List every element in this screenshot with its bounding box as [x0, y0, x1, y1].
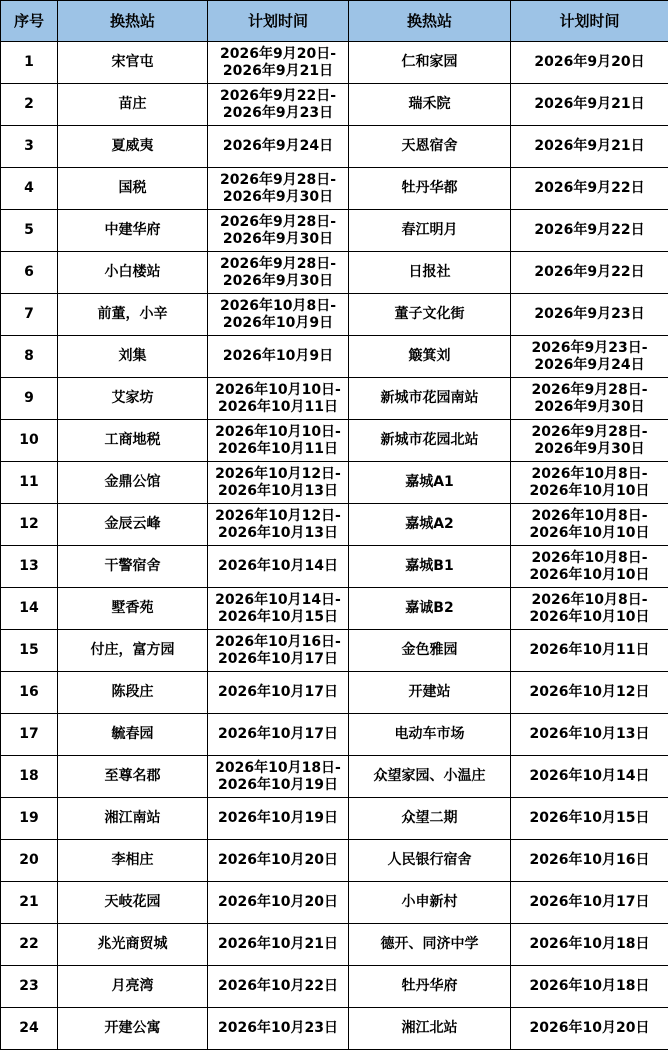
station-name-b: 嘉城B1	[349, 546, 511, 588]
date-line: 2026年9月28日-	[531, 423, 648, 440]
date-line: 2026年10月13日	[218, 524, 338, 541]
plan-time-a	[208, 882, 349, 924]
row-index: 7	[1, 294, 58, 336]
plan-time-b	[511, 714, 668, 756]
date-line: 2026年10月12日-	[215, 465, 341, 482]
date-line: 2026年9月21日	[222, 62, 334, 79]
date-line: 2026年10月13日	[529, 726, 650, 742]
row-index: 22	[1, 924, 58, 966]
plan-time-a	[208, 672, 349, 714]
row-index: 17	[1, 714, 58, 756]
station-name-b: 电动车市场	[349, 714, 511, 756]
station-name-a: 苗庄	[58, 84, 208, 126]
station-name-a: 中建华府	[58, 210, 208, 252]
station-name-b: 嘉城A2	[349, 504, 511, 546]
date-line: 2026年10月18日	[529, 978, 650, 994]
station-name-a: 金辰云峰	[58, 504, 208, 546]
plan-time-b	[511, 252, 668, 294]
station-name-a: 开建公寓	[58, 1008, 208, 1050]
header-index: 序号	[1, 1, 58, 42]
plan-time-b	[511, 42, 668, 84]
station-name-b: 董子文化街	[349, 294, 511, 336]
station-name-b: 众望二期	[349, 798, 511, 840]
station-name-a: 干警宿舍	[58, 546, 208, 588]
plan-time-b	[511, 672, 668, 714]
plan-time-b	[511, 168, 668, 210]
plan-time-b	[511, 84, 668, 126]
date-line: 2026年9月20日	[534, 54, 645, 70]
date-line: 2026年10月10日	[529, 524, 650, 541]
table-body	[1, 42, 668, 1050]
date-line: 2026年10月14日-	[215, 591, 341, 608]
date-line: 2026年9月22日	[534, 222, 645, 238]
date-line: 2026年10月13日	[218, 482, 338, 499]
header-time-2: 计划时间	[511, 1, 668, 42]
plan-time-a	[208, 714, 349, 756]
station-name-a: 付庄，富方园	[58, 630, 208, 672]
row-index: 11	[1, 462, 58, 504]
date-line: 2026年10月9日	[222, 314, 334, 331]
table-row	[1, 126, 668, 168]
row-index: 24	[1, 1008, 58, 1050]
row-index: 1	[1, 42, 58, 84]
table-row	[1, 714, 668, 756]
header-station-2: 换热站	[349, 1, 511, 42]
date-line: 2026年9月30日	[534, 398, 645, 415]
plan-time-b	[511, 882, 668, 924]
table-row	[1, 462, 668, 504]
station-name-a: 兆光商贸城	[58, 924, 208, 966]
date-line: 2026年10月14日	[529, 768, 650, 784]
date-line: 2026年9月28日-	[531, 381, 648, 398]
table-row	[1, 672, 668, 714]
plan-time-a	[208, 252, 349, 294]
plan-time-b	[511, 378, 668, 420]
plan-time-b	[511, 798, 668, 840]
date-line: 2026年10月16日	[529, 852, 650, 868]
row-index: 2	[1, 84, 58, 126]
plan-time-a	[208, 504, 349, 546]
table-row	[1, 798, 668, 840]
date-line: 2026年9月22日-	[220, 87, 336, 104]
station-name-b: 嘉诚B2	[349, 588, 511, 630]
table-row	[1, 84, 668, 126]
row-index: 15	[1, 630, 58, 672]
date-line: 2026年10月8日-	[531, 465, 648, 482]
date-line: 2026年10月11日	[218, 440, 338, 457]
table-row	[1, 588, 668, 630]
date-line: 2026年10月8日-	[220, 297, 336, 314]
plan-time-b	[511, 1008, 668, 1050]
date-line: 2026年9月28日-	[220, 255, 336, 272]
table-row	[1, 840, 668, 882]
station-name-b: 牡丹华都	[349, 168, 511, 210]
date-line: 2026年9月30日	[222, 188, 334, 205]
station-name-a: 毓春园	[58, 714, 208, 756]
plan-time-a	[208, 756, 349, 798]
row-index: 12	[1, 504, 58, 546]
plan-time-a	[208, 840, 349, 882]
date-line: 2026年10月17日	[218, 726, 338, 742]
station-name-a: 墅香苑	[58, 588, 208, 630]
station-name-b: 湘江北站	[349, 1008, 511, 1050]
date-line: 2026年10月17日	[529, 894, 650, 910]
date-line: 2026年9月30日	[222, 230, 334, 247]
plan-time-a	[208, 42, 349, 84]
plan-time-b	[511, 588, 668, 630]
station-name-a: 陈段庄	[58, 672, 208, 714]
row-index: 20	[1, 840, 58, 882]
row-index: 6	[1, 252, 58, 294]
table-row	[1, 882, 668, 924]
row-index: 9	[1, 378, 58, 420]
date-line: 2026年10月11日	[529, 642, 650, 658]
plan-time-a	[208, 210, 349, 252]
plan-time-b	[511, 756, 668, 798]
date-line: 2026年9月23日	[222, 104, 334, 121]
station-name-b: 牡丹华府	[349, 966, 511, 1008]
station-name-a: 月亮湾	[58, 966, 208, 1008]
date-line: 2026年10月20日	[529, 1020, 650, 1036]
station-name-b: 小申新村	[349, 882, 511, 924]
date-line: 2026年9月24日	[534, 356, 645, 373]
table-row	[1, 756, 668, 798]
table-row	[1, 378, 668, 420]
row-index: 3	[1, 126, 58, 168]
station-name-b: 天恩宿舍	[349, 126, 511, 168]
row-index: 13	[1, 546, 58, 588]
date-line: 2026年10月15日	[529, 810, 650, 826]
station-name-a: 前董，小辛	[58, 294, 208, 336]
plan-time-a	[208, 546, 349, 588]
station-name-a: 金鼎公馆	[58, 462, 208, 504]
date-line: 2026年9月28日-	[220, 171, 336, 188]
table-row	[1, 336, 668, 378]
row-index: 23	[1, 966, 58, 1008]
date-line: 2026年10月10日-	[215, 423, 341, 440]
station-name-b: 簸箕刘	[349, 336, 511, 378]
station-name-b: 金色雅园	[349, 630, 511, 672]
row-index: 5	[1, 210, 58, 252]
table-row	[1, 504, 668, 546]
date-line: 2026年10月11日	[218, 398, 338, 415]
date-line: 2026年10月12日-	[215, 507, 341, 524]
plan-time-a	[208, 924, 349, 966]
date-line: 2026年10月17日	[218, 684, 338, 700]
plan-time-b	[511, 924, 668, 966]
station-name-a: 湘江南站	[58, 798, 208, 840]
plan-time-b	[511, 966, 668, 1008]
station-name-a: 夏威夷	[58, 126, 208, 168]
header-row	[1, 1, 668, 42]
station-name-a: 工商地税	[58, 420, 208, 462]
row-index: 8	[1, 336, 58, 378]
row-index: 10	[1, 420, 58, 462]
plan-time-a	[208, 378, 349, 420]
plan-time-b	[511, 126, 668, 168]
plan-time-a	[208, 588, 349, 630]
date-line: 2026年9月24日	[222, 138, 334, 154]
date-line: 2026年10月22日	[218, 978, 338, 994]
date-line: 2026年9月30日	[534, 440, 645, 457]
date-line: 2026年10月10日	[529, 482, 650, 499]
date-line: 2026年10月18日-	[215, 759, 341, 776]
table-row	[1, 1008, 668, 1050]
station-name-a: 小白楼站	[58, 252, 208, 294]
station-name-a: 至尊名郡	[58, 756, 208, 798]
date-line: 2026年10月10日	[529, 608, 650, 625]
plan-time-b	[511, 840, 668, 882]
station-name-b: 日报社	[349, 252, 511, 294]
date-line: 2026年9月23日	[534, 306, 645, 322]
date-line: 2026年10月8日-	[531, 507, 648, 524]
date-line: 2026年10月14日	[218, 558, 338, 574]
header-time-1: 计划时间	[208, 1, 349, 42]
plan-time-a	[208, 294, 349, 336]
station-name-b: 仁和家园	[349, 42, 511, 84]
date-line: 2026年10月23日	[218, 1020, 338, 1036]
plan-time-b	[511, 504, 668, 546]
row-index: 19	[1, 798, 58, 840]
row-index: 21	[1, 882, 58, 924]
table-row	[1, 42, 668, 84]
date-line: 2026年10月19日	[218, 810, 338, 826]
station-name-b: 众望家园、小温庄	[349, 756, 511, 798]
station-name-a: 艾家坊	[58, 378, 208, 420]
date-line: 2026年10月10日-	[215, 381, 341, 398]
plan-time-a	[208, 126, 349, 168]
station-name-a: 刘集	[58, 336, 208, 378]
date-line: 2026年10月19日	[218, 776, 338, 793]
date-line: 2026年10月15日	[218, 608, 338, 625]
plan-time-b	[511, 546, 668, 588]
table-row	[1, 966, 668, 1008]
date-line: 2026年10月16日-	[215, 633, 341, 650]
date-line: 2026年9月22日	[534, 180, 645, 196]
date-line: 2026年10月17日	[218, 650, 338, 667]
plan-time-b	[511, 420, 668, 462]
station-name-b: 人民银行宿舍	[349, 840, 511, 882]
date-line: 2026年9月20日-	[220, 45, 336, 62]
date-line: 2026年10月21日	[218, 936, 338, 952]
table-row	[1, 630, 668, 672]
plan-time-a	[208, 420, 349, 462]
date-line: 2026年10月18日	[529, 936, 650, 952]
plan-time-a	[208, 1008, 349, 1050]
table-row	[1, 252, 668, 294]
plan-time-b	[511, 630, 668, 672]
station-name-a: 国税	[58, 168, 208, 210]
date-line: 2026年9月28日-	[220, 213, 336, 230]
date-line: 2026年9月22日	[534, 264, 645, 280]
row-index: 14	[1, 588, 58, 630]
plan-time-a	[208, 84, 349, 126]
plan-time-b	[511, 462, 668, 504]
row-index: 4	[1, 168, 58, 210]
table-row	[1, 210, 668, 252]
date-line: 2026年10月12日	[529, 684, 650, 700]
date-line: 2026年10月20日	[218, 894, 338, 910]
station-name-b: 开建站	[349, 672, 511, 714]
row-index: 18	[1, 756, 58, 798]
station-name-b: 德开、同济中学	[349, 924, 511, 966]
plan-time-a	[208, 798, 349, 840]
plan-time-a	[208, 336, 349, 378]
station-name-b: 春江明月	[349, 210, 511, 252]
date-line: 2026年9月30日	[222, 272, 334, 289]
plan-time-a	[208, 168, 349, 210]
date-line: 2026年10月9日	[222, 348, 334, 364]
date-line: 2026年10月8日-	[531, 549, 648, 566]
date-line: 2026年10月8日-	[531, 591, 648, 608]
row-index: 16	[1, 672, 58, 714]
header-station-1: 换热站	[58, 1, 208, 42]
station-name-a: 李相庄	[58, 840, 208, 882]
plan-time-b	[511, 210, 668, 252]
date-line: 2026年9月21日	[534, 138, 645, 154]
station-name-a: 宋官屯	[58, 42, 208, 84]
plan-time-b	[511, 336, 668, 378]
station-name-b: 瑞禾院	[349, 84, 511, 126]
plan-time-a	[208, 630, 349, 672]
table-row	[1, 420, 668, 462]
plan-time-a	[208, 462, 349, 504]
date-line: 2026年10月10日	[529, 566, 650, 583]
date-line: 2026年9月21日	[534, 96, 645, 112]
plan-time-b	[511, 294, 668, 336]
table-row	[1, 294, 668, 336]
table-row	[1, 546, 668, 588]
date-line: 2026年10月20日	[218, 852, 338, 868]
station-name-b: 新城市花园北站	[349, 420, 511, 462]
station-name-b: 新城市花园南站	[349, 378, 511, 420]
table-row	[1, 168, 668, 210]
date-line: 2026年9月23日-	[531, 339, 648, 356]
plan-time-a	[208, 966, 349, 1008]
station-name-a: 天岐花园	[58, 882, 208, 924]
station-name-b: 嘉城A1	[349, 462, 511, 504]
table-row	[1, 924, 668, 966]
